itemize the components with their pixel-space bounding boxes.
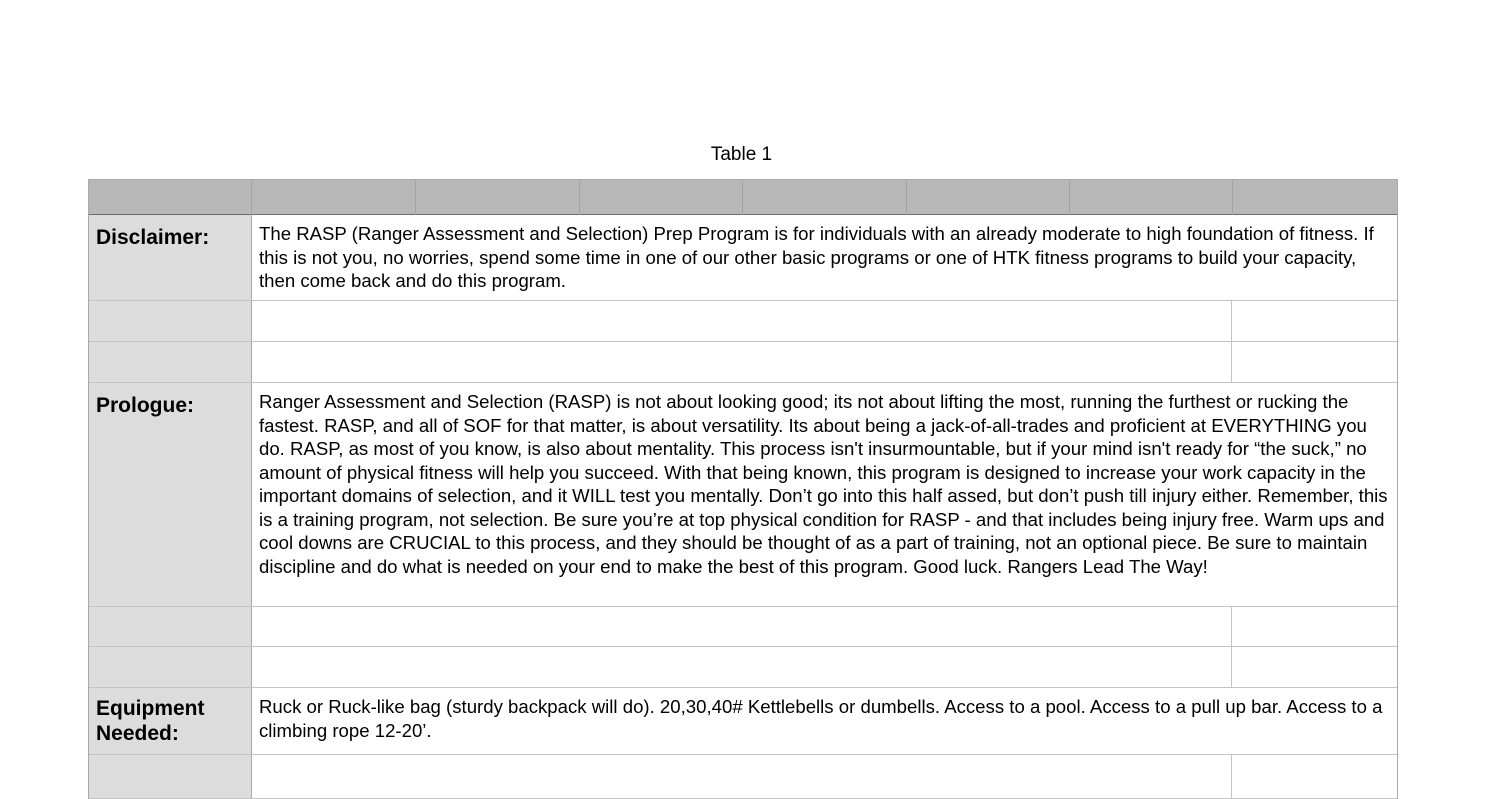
header-cell[interactable] <box>580 180 743 215</box>
disclaimer-label[interactable]: Disclaimer: <box>89 215 252 300</box>
empty-label-cell[interactable] <box>89 342 252 382</box>
spreadsheet-table <box>88 179 1398 799</box>
empty-label-cell[interactable] <box>89 607 252 646</box>
table-row-prologue <box>89 383 1397 607</box>
table-row-empty <box>89 755 1397 799</box>
empty-label-cell[interactable] <box>89 301 252 341</box>
equipment-text[interactable]: Ruck or Ruck-like bag (sturdy backpack will do). 20,30,40# Kettlebells or dumbells. Access to a pool. Access to a pull up bar. Access to a climbing rope 12-20’. <box>259 696 1383 741</box>
table-row-empty <box>89 607 1397 647</box>
header-cell[interactable] <box>252 180 416 215</box>
table-row-equipment <box>89 688 1397 755</box>
table-row-empty <box>89 342 1397 383</box>
empty-cell[interactable] <box>252 342 1232 382</box>
header-cell[interactable] <box>1233 180 1397 215</box>
table-row-empty <box>89 647 1397 688</box>
empty-cell[interactable] <box>252 607 1232 646</box>
table-title: Table 1 <box>710 144 773 165</box>
header-cell[interactable] <box>89 180 252 215</box>
empty-cell[interactable] <box>252 301 1232 341</box>
table-row-empty <box>89 301 1397 342</box>
disclaimer-text[interactable]: The RASP (Ranger Assessment and Selection) Prep Program is for individuals with an already moderate to high foundation of fitness. If this is not you, no worries, spend some time in one of our other basic programs or one of HTK fitness programs to build your capacity, then come back and do this program. <box>259 223 1374 291</box>
table-row-disclaimer <box>89 215 1397 301</box>
header-cell[interactable] <box>1070 180 1233 215</box>
empty-label-cell[interactable] <box>89 755 252 798</box>
header-cell[interactable] <box>907 180 1070 215</box>
header-cell[interactable] <box>743 180 907 215</box>
header-row <box>89 179 1397 215</box>
empty-cell[interactable] <box>252 647 1232 687</box>
empty-label-cell[interactable] <box>89 647 252 687</box>
prologue-text[interactable]: Ranger Assessment and Selection (RASP) is not about looking good; its not about lifting the most, running the furthest or rucking the fastest. RASP, and all of SOF for that matter, is about versatility. Its about being a jack-of-all-trades and proficient at EVERYTHING you do. RASP, as most of you know, is also about mentality. This process isn't insurmountable, but if your mind isn't ready for “the suck,” no amount of physical fitness will help you succeed. With that being known, this program is designed to increase your work capacity in the important domains of selection, and it WILL test you mentally. Don’t go into this half assed, but don’t push till injury either. Remember, this is a training program, not selection. Be sure you’re at top physical condition for RASP - and that includes being injury free. Warm ups and cool downs are CRUCIAL to this process, and they should be thought of as a part of training, not an optional piece. Be sure to maintain discipline and do what is needed on your end to make the best of this program. Good luck. Rangers Lead The Way! <box>259 391 1388 577</box>
header-cell[interactable] <box>416 180 580 215</box>
prologue-label[interactable]: Prologue: <box>89 383 252 606</box>
empty-cell[interactable] <box>252 755 1232 798</box>
equipment-label[interactable]: Equipment Needed: <box>89 688 252 754</box>
